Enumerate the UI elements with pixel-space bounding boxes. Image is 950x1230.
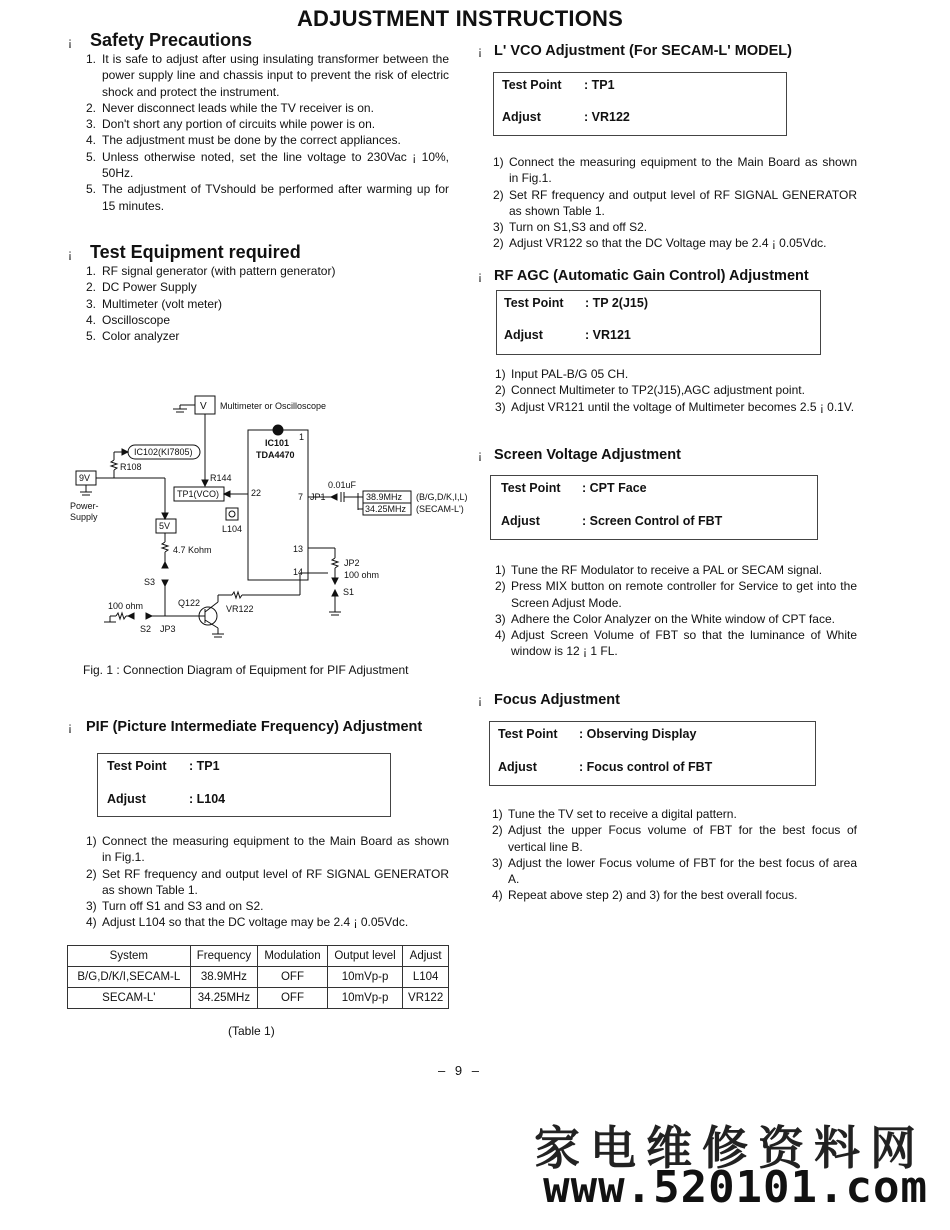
list-item [492,806,857,822]
list-item-text: Adjust Screen Volume of FBT so that the luminance of White window is 12 ¡ 1 FL. [511,628,857,659]
pif-testpoint-box [97,753,391,817]
safety-heading-text: Safety Precautions [90,30,253,50]
list-item-number: 1. [86,52,97,66]
adjust-label: Adjust [107,792,146,806]
adjust-label: Adjust [501,514,540,528]
list-item-text: Color analyzer [102,329,180,344]
list-item-number: 2) [495,383,506,398]
list-item-number: 4. [86,312,97,327]
list-item [492,822,857,855]
testpoint-value: : TP 2(J15) [585,296,648,310]
list-item-number: 4) [492,888,503,903]
screen-heading [478,446,681,464]
rfagc-testpoint-box [496,290,821,355]
list-item [86,312,449,328]
testpoint-value: : TP1 [584,78,615,92]
safety-heading [68,30,252,51]
list-item [493,154,857,187]
list-item-text: Set RF frequency and output level of RF SIGNAL GENERATOR as shown Table 1. [102,866,449,897]
rfagc-heading-text: RF AGC (Automatic Gain Control) Adjustment [494,268,809,284]
list-item-text: Connect Multimeter to TP2(J15),AGC adjustment point. [511,383,805,398]
adjust-label: Adjust [498,760,537,774]
s2-label: S2 [140,624,152,634]
figure-caption: Fig. 1 : Connection Diagram of Equipment for PIF Adjustment [83,663,409,677]
table-caption: (Table 1) [228,1024,275,1038]
switch-arrow-icon [146,613,152,619]
table-cell: VR122 [403,988,449,1009]
switch-arrow-icon [332,578,338,584]
focus-adjust-row [498,760,713,774]
pin22-label: 22 [251,488,262,498]
list-item [495,399,859,415]
list-item-text: It is safe to adjust after using insulating transformer between the power supply line and chassis input to prevent the risk of electric shock and protect the instrument. [102,52,449,99]
r108-label: R108 [120,462,142,472]
list-item-number: 2) [493,187,504,202]
list-item-text: Oscilloscope [102,312,171,327]
list-item [86,149,449,182]
ic101-part: TDA4470 [256,450,295,460]
screen-steps [495,562,857,660]
table-row [68,988,449,1009]
list-item-text: Repeat above step 2) and 3) for the best overall focus. [508,888,798,903]
bullet-icon: ¡ [478,448,482,462]
pif-steps [86,833,449,931]
list-item-text: Adhere the Color Analyzer on the White window of CPT face. [511,611,835,626]
list-item-text: Tune the TV set to receive a digital pattern. [508,807,737,821]
connection-diagram [60,390,480,650]
list-item-text: Connect the measuring equipment to the Main Board as shown in Fig.1. [509,155,857,186]
list-item-text: Tune the RF Modulator to receive a PAL or SECAM signal. [511,563,823,577]
list-item [493,187,857,220]
pif-adjust-row [107,792,226,806]
table-cell: 38.9MHz [190,967,257,988]
list-item-text: Adjust VR121 until the voltage of Multimeter becomes 2.5 ¡ 0.1V. [511,399,855,414]
list-item [495,562,857,578]
list-item [493,235,857,251]
freq-1-label: 38.9MHz [366,492,403,502]
list-item [86,132,449,148]
kohm-label: 4.7 Kohm [173,545,212,555]
table-cell: OFF [258,988,328,1009]
list-item-number: 3. [86,117,97,132]
list-item-number: 5. [86,182,97,197]
sys2-label: (SECAM-L') [416,504,464,514]
focus-testpoint-box [489,721,816,786]
jp2-label: JP2 [344,558,360,568]
watermark-url: www.520101.com [543,1162,928,1213]
list-item-number: 3) [495,399,506,414]
testpoint-value: : TP1 [189,759,220,773]
testpoint-label: Test Point [504,296,564,310]
bullet-icon: ¡ [478,44,482,58]
screen-testpoint-box [490,475,818,540]
equipment-list [86,263,449,344]
list-item-number: 5. [86,149,97,164]
list-item [86,263,449,279]
lvco-testpoint-row [502,78,615,92]
list-item-text: Unless otherwise noted, set the line voltage to 230Vac ¡ 10%, 50Hz. [102,149,449,181]
tp1-label: TP1(VCO) [177,489,220,499]
list-item-number: 1. [86,264,97,278]
list-item-number: 2) [492,823,503,838]
table-row [68,967,449,988]
frequency-table [67,945,449,1009]
list-item-number: 2. [86,100,97,115]
table-cell: B/G,D/K/I,SECAM-L [68,967,191,988]
sys1-label: (B/G,D/K,I,L) [416,492,468,502]
list-item-text: Multimeter (volt meter) [102,296,223,311]
table-header-row [68,946,449,967]
switch-arrow-icon [162,580,168,586]
adjust-value: : VR121 [585,328,631,342]
rfagc-steps [495,366,859,415]
bullet-icon: ¡ [68,720,72,734]
table-header-cell: Frequency [190,946,257,967]
list-item-number: 4) [495,628,506,643]
pif-testpoint-row [107,759,220,773]
list-item-number: 3) [86,899,97,914]
list-item [86,116,449,132]
list-item-text: Connect the measuring equipment to the Main Board as shown in Fig.1. [102,834,449,865]
jp1-label: JP1 [310,492,326,502]
list-item-number: 2) [86,866,97,881]
focus-steps [492,806,857,904]
list-item-number: 1) [495,367,506,381]
meter-label: V [200,401,207,412]
5v-label: 5V [159,521,171,531]
list-item [493,219,857,235]
jp3-label: JP3 [160,624,176,634]
list-item [86,100,449,116]
bullet-icon: ¡ [68,247,72,261]
screen-heading-text: Screen Voltage Adjustment [494,447,681,463]
list-item-text: Turn off S1 and S3 and on S2. [102,899,264,914]
table-cell: OFF [258,967,328,988]
lvco-adjust-row [502,110,630,124]
switch-arrow-icon [162,562,168,568]
list-item [495,578,857,611]
9v-label: 9V [79,473,91,483]
pif-heading [68,718,422,736]
list-item [86,328,449,344]
list-item-number: 1) [493,155,504,169]
rfagc-testpoint-row [504,296,648,310]
power-supply-label-1: Power- [70,501,99,511]
focus-heading-text: Focus Adjustment [494,692,620,708]
lvco-heading [478,42,792,60]
list-item-text: Turn on S1,S3 and off S2. [509,220,648,235]
list-item-text: The adjustment must be done by the correct appliances. [102,133,401,148]
table-cell: SECAM-L' [68,988,191,1009]
table-header-cell: System [68,946,191,967]
bullet-icon: ¡ [68,35,72,49]
list-item [492,887,857,903]
list-item [86,833,449,866]
list-item-number: 1) [495,563,506,577]
testpoint-value: : Observing Display [579,727,697,741]
focus-heading [478,691,620,709]
list-item [495,627,857,660]
arrow-left-icon [224,491,230,497]
bullet-icon: ¡ [478,693,482,707]
ohm100-right-label: 100 ohm [344,570,380,580]
rfagc-adjust-row [504,328,631,342]
switch-arrow-icon [128,613,134,619]
list-item-number: 3. [86,296,97,311]
list-item [86,279,449,295]
rfagc-heading [478,267,809,285]
switch-arrow-icon [332,590,338,596]
lvco-steps [493,154,857,252]
list-item-number: 1) [492,807,503,821]
power-supply-label-2: Supply [70,512,98,522]
testpoint-label: Test Point [501,481,561,495]
s3-label: S3 [144,577,156,587]
page-title: ADJUSTMENT INSTRUCTIONS [296,6,624,31]
arrow-down-icon [202,480,208,486]
pin7-label: 7 [298,492,304,502]
cap-label: 0.01uF [328,480,357,490]
lvco-heading-text: L' VCO Adjustment (For SECAM-L' MODEL) [494,43,792,59]
testpoint-label: Test Point [498,727,558,741]
focus-testpoint-row [498,727,697,741]
list-item-number: 2) [493,236,504,251]
ic102-label: IC102(KI7805) [134,447,193,457]
list-item [86,898,449,914]
list-item [86,914,449,930]
vr122-label: VR122 [226,604,254,614]
page-number: – 9 – [438,1063,482,1078]
list-item-text: Press MIX button on remote controller for Service to get into the Screen Adjust Mode. [511,579,857,610]
list-item [495,611,857,627]
pin13-label: 13 [293,544,304,554]
list-item-number: 3) [493,220,504,235]
testpoint-label: Test Point [502,78,562,92]
list-item-number: 4. [86,133,97,148]
list-item-text: Adjust L104 so that the DC voltage may be 2.4 ¡ 0.05Vdc. [102,915,409,930]
list-item-text: Adjust the lower Focus volume of FBT for the best focus of area A. [508,855,857,887]
list-item-number: 5. [86,329,97,344]
list-item-number: 2) [495,579,506,594]
list-item-number: 1) [86,834,97,848]
adjust-label: Adjust [504,328,543,342]
ohm100-left-label: 100 ohm [108,601,144,611]
list-item [495,366,859,382]
table-cell: 34.25MHz [190,988,257,1009]
safety-list [86,51,449,214]
list-item-text: Never disconnect leads while the TV receiver is on. [102,100,374,115]
bullet-icon: ¡ [478,269,482,283]
adjust-value: : L104 [189,792,226,806]
r144-label: R144 [210,473,232,483]
list-item [86,181,449,214]
testpoint-value: : CPT Face [582,481,647,495]
list-item [86,51,449,100]
pin14-label: 14 [293,567,304,577]
freq-2-label: 34.25MHz [365,504,407,514]
arrow-down-icon [162,513,168,519]
list-item-text: RF signal generator (with pattern generator) [102,264,336,278]
list-item [86,866,449,899]
s1-label: S1 [343,587,355,597]
adjust-value: : Focus control of FBT [579,760,713,774]
list-item-text: Input PAL-B/G 05 CH. [511,367,629,381]
table-cell: L104 [403,967,449,988]
equipment-heading-text: Test Equipment required [90,242,301,262]
connection-diagram-svg [60,390,480,650]
q122-label: Q122 [178,598,201,608]
table-header-cell: Output level [327,946,402,967]
multimeter-label: Multimeter or Oscilloscope [220,401,327,411]
list-item [495,382,859,398]
screen-testpoint-row [501,481,647,495]
watermark-chinese: 家电维修资料网 [534,1121,926,1175]
lvco-testpoint-box [493,72,787,136]
list-item [492,855,857,888]
arrow-left-icon [331,494,337,500]
equipment-heading [68,242,301,263]
list-item-text: The adjustment of TVshould be performed after warming up for 15 minutes. [102,182,449,213]
list-item-number: 2. [86,280,97,295]
list-item [86,296,449,312]
list-item-number: 4) [86,915,97,930]
pif-heading-text: PIF (Picture Intermediate Frequency) Adjustment [86,719,423,735]
adjust-value: : Screen Control of FBT [582,514,723,528]
screen-adjust-row [501,514,723,528]
ic101-label: IC101 [265,438,290,448]
adjust-label: Adjust [502,110,541,124]
pin1-label: 1 [299,432,305,442]
table-cell: 10mVp-p [327,967,402,988]
l104-box [226,508,238,520]
table-header-cell: Modulation [258,946,328,967]
l104-label: L104 [222,524,243,534]
table-header-cell: Adjust [403,946,449,967]
arrow-right-icon [122,449,128,455]
list-item-text: Don't short any portion of circuits while power is on. [102,117,376,132]
testpoint-label: Test Point [107,759,167,773]
list-item-text: Set RF frequency and output level of RF SIGNAL GENERATOR as shown Table 1. [509,187,857,218]
list-item-number: 3) [492,855,503,870]
list-item-text: Adjust the upper Focus volume of FBT for the best focus of vertical line B. [508,823,857,854]
list-item-number: 3) [495,611,506,626]
list-item-text: Adjust VR122 so that the DC Voltage may be 2.4 ¡ 0.05Vdc. [509,236,827,251]
adjust-value: : VR122 [584,110,630,124]
list-item-text: DC Power Supply [102,280,197,295]
table-cell: 10mVp-p [327,988,402,1009]
